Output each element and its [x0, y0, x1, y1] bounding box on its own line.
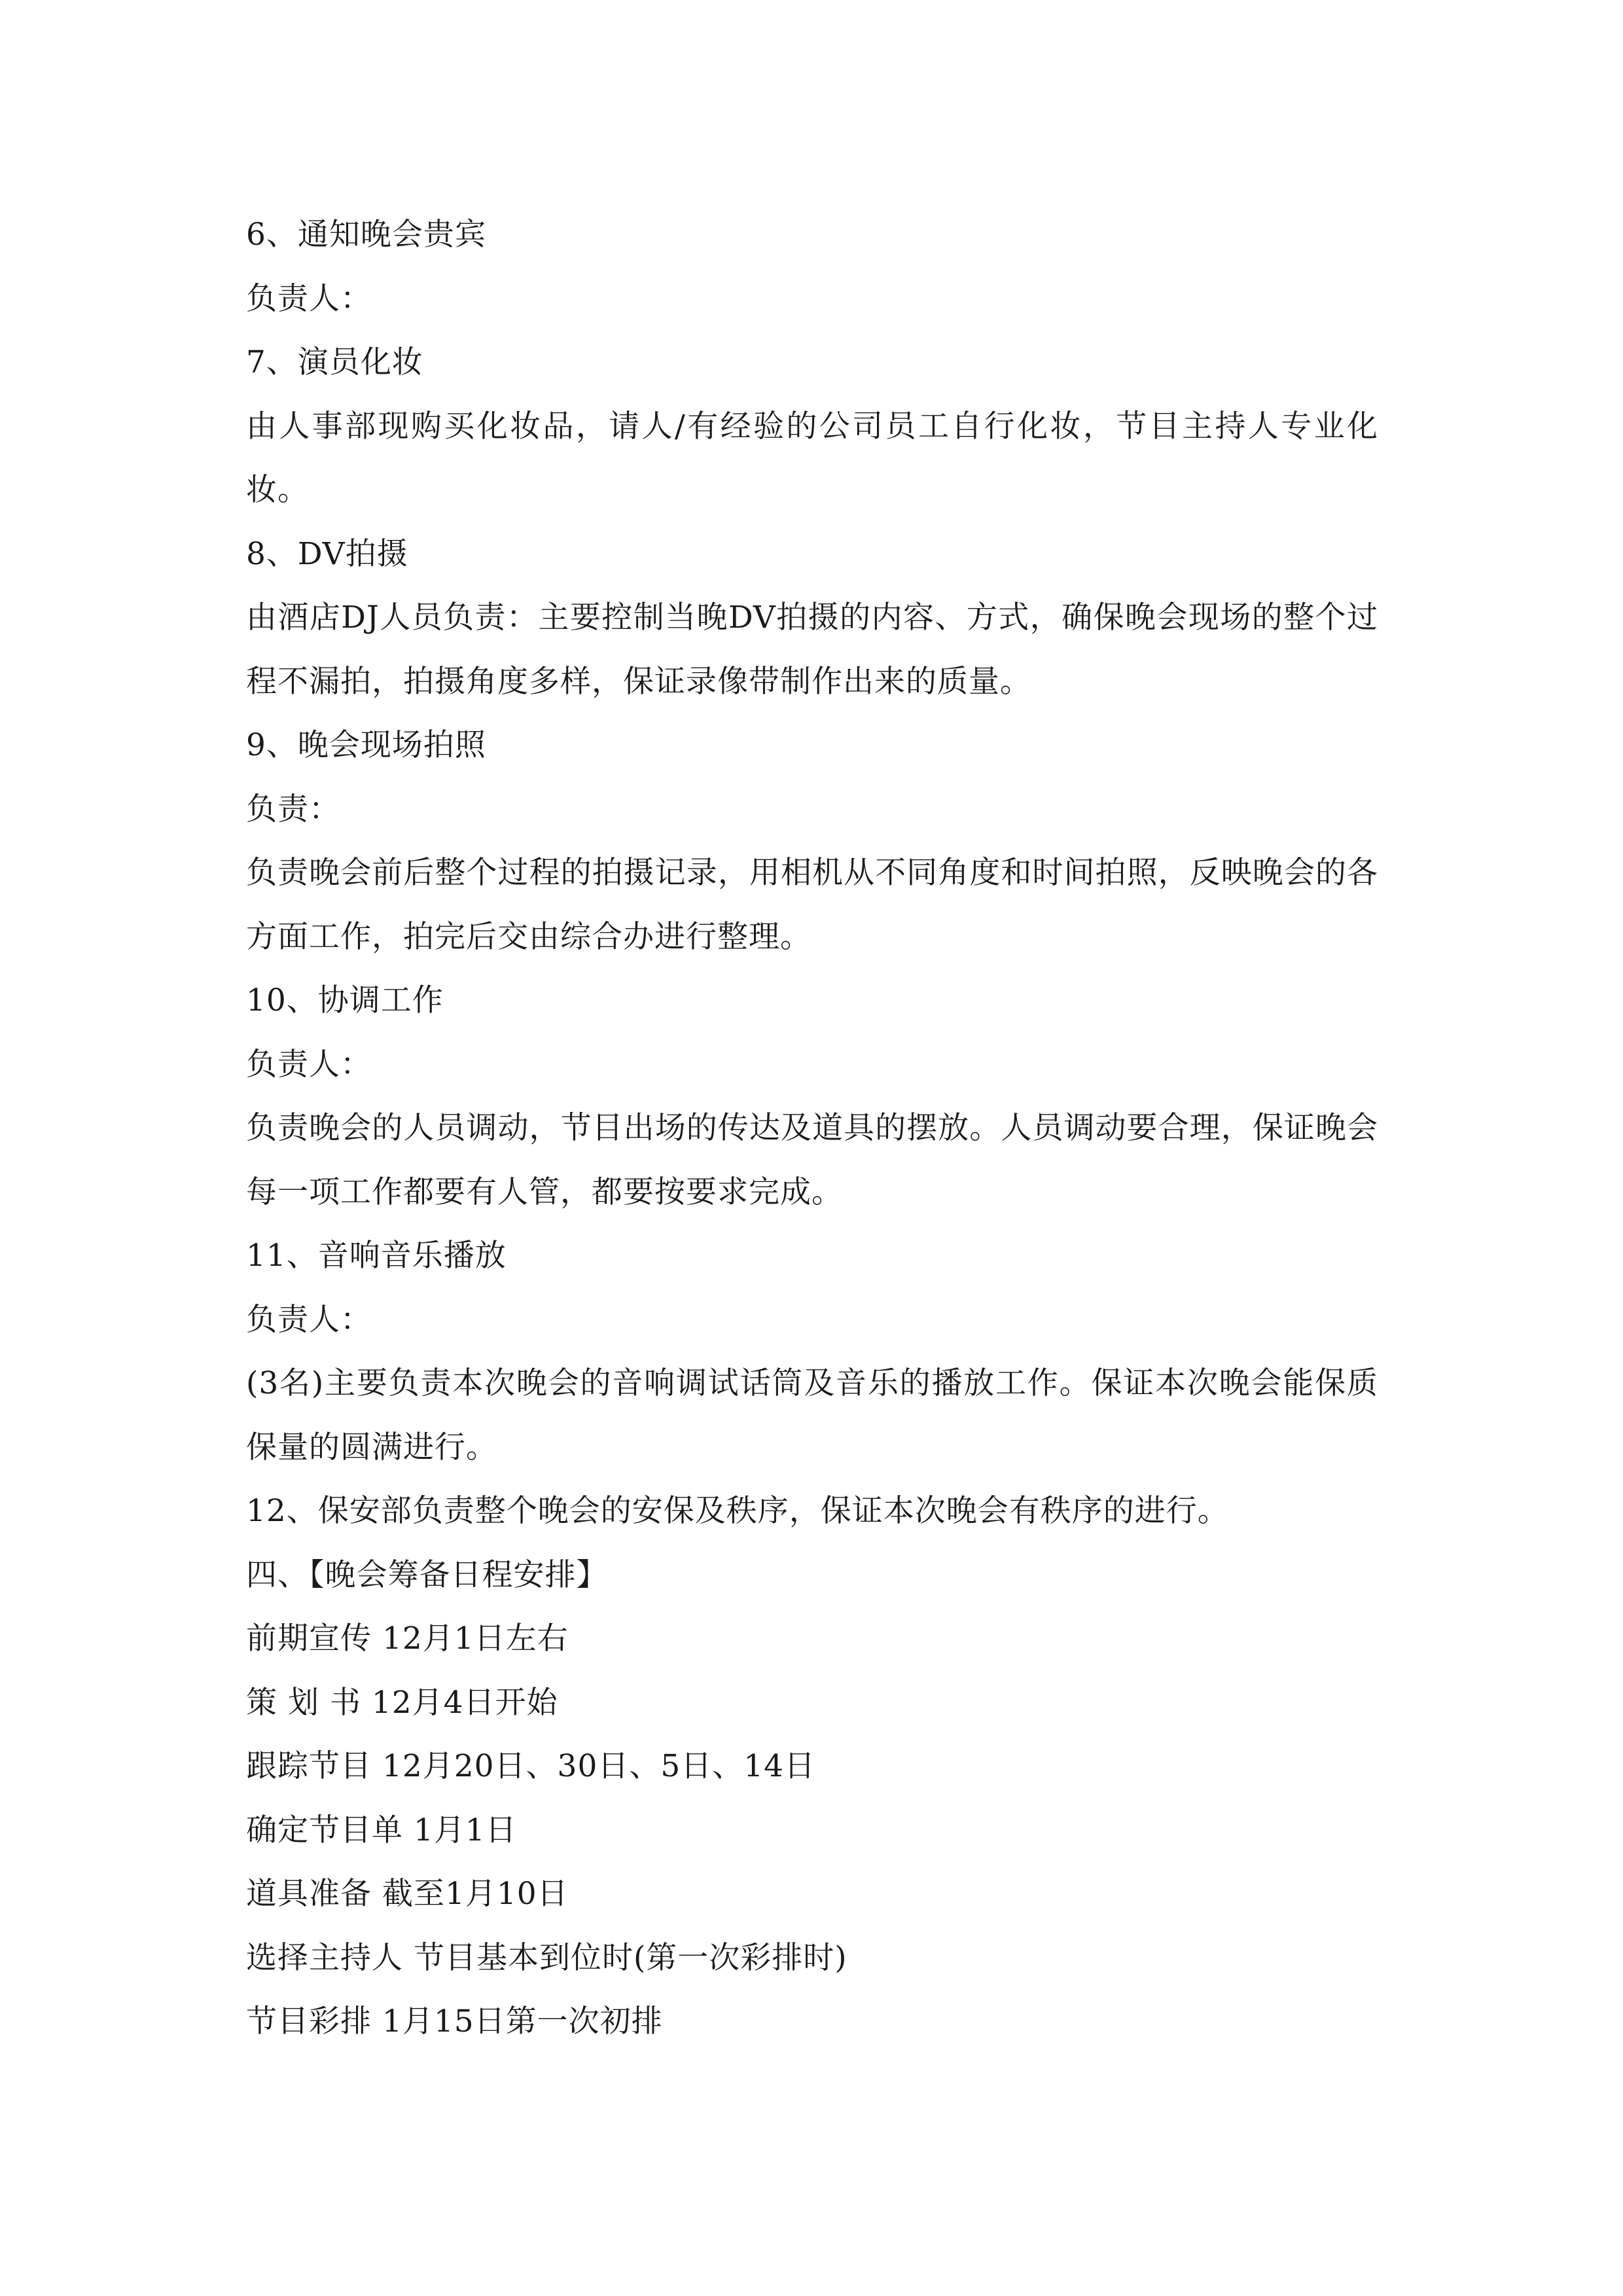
schedule-item: 跟踪节目 12月20日、30日、5日、14日 — [246, 1748, 816, 1784]
audio-paragraph: (3名)主要负责本次晚会的音响调试话筒及音乐的播放工作。保证本次晚会能保质保量的圆满进行。 — [246, 1365, 1378, 1465]
dv-filming-paragraph: 由酒店DJ人员负责：主要控制当晚DV拍摄的内容、方式，确保晚会现场的整个过程不漏拍，拍摄角度多样，保证录像带制作出来的质量。 — [246, 600, 1378, 700]
schedule-item: 道具准备 截至1月10日 — [246, 1876, 569, 1912]
section-heading-10: 10、协调工作 — [246, 982, 444, 1018]
section-heading-11: 11、音响音乐播放 — [246, 1238, 507, 1274]
document-body — [246, 203, 1378, 2054]
responsible-person-label: 负责人： — [246, 280, 372, 317]
schedule-heading: 四、【晚会筹备日程安排】 — [246, 1556, 608, 1593]
photography-paragraph: 负责晚会前后整个过程的拍摄记录，用相机从不同角度和时间拍照，反映晚会的各方面工作，拍完后交由综合办进行整理。 — [246, 855, 1378, 955]
schedule-item: 前期宣传 12月1日左右 — [246, 1621, 569, 1657]
section-heading-7: 7、演员化妆 — [246, 344, 423, 380]
responsible-label: 负责： — [246, 791, 340, 827]
coordination-paragraph: 负责晚会的人员调动，节目出场的传达及道具的摆放。人员调动要合理，保证晚会每一项工作都要有人管，都要按要求完成。 — [246, 1110, 1378, 1210]
makeup-paragraph: 由人事部现购买化妆品，请人/有经验的公司员工自行化妆，节目主持人专业化妆。 — [246, 408, 1378, 508]
schedule-item: 选择主持人 节目基本到位时(第一次彩排时) — [246, 1939, 847, 1976]
schedule-item: 节目彩排 1月15日第一次初排 — [246, 2003, 663, 2039]
section-heading-9: 9、晚会现场拍照 — [246, 727, 486, 763]
section-heading-8: 8、DV拍摄 — [246, 535, 408, 572]
schedule-item: 确定节目单 1月1日 — [246, 1812, 517, 1848]
responsible-person-label: 负责人： — [246, 1046, 372, 1083]
section-heading-12: 12、保安部负责整个晚会的安保及秩序，保证本次晚会有秩序的进行。 — [246, 1493, 1229, 1529]
schedule-item: 策 划 书 12月4日开始 — [246, 1684, 558, 1721]
section-heading-6: 6、通知晚会贵宾 — [246, 217, 486, 253]
responsible-person-label: 负责人： — [246, 1301, 372, 1338]
